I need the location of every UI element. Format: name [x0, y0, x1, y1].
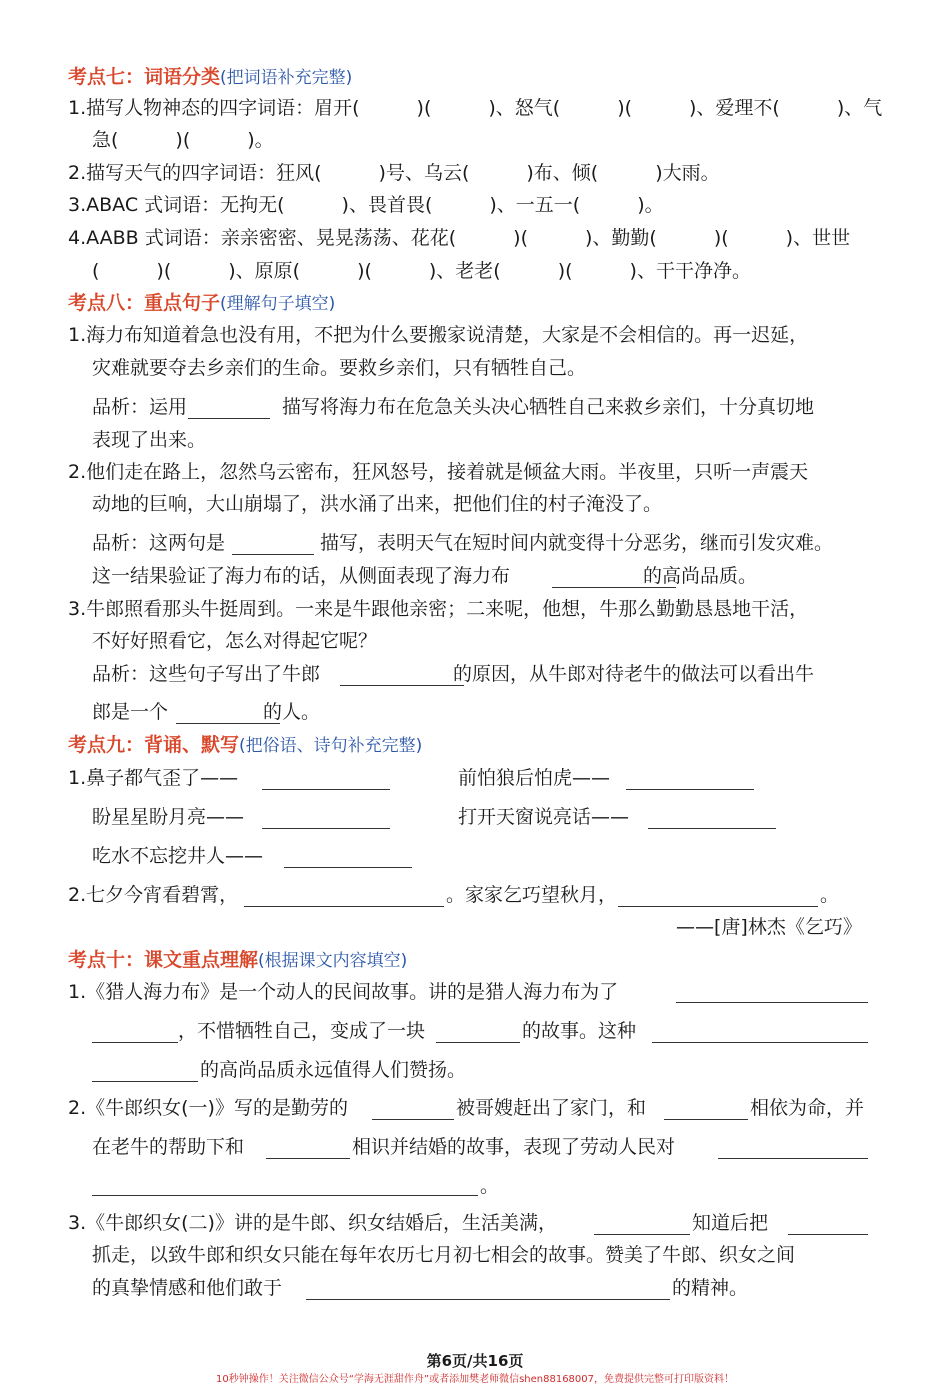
- s8-analysis-2: 品析：这两句是 描写，表明天气在短时间内就变得十分恶劣，继而引发灾难。: [92, 532, 834, 554]
- s10-blank-6[interactable]: [372, 1119, 454, 1120]
- s9-blank-5[interactable]: [284, 867, 412, 868]
- s7-line-1: 1.描写人物神态的四字词语：眉开( )( )、怒气( )( )、爱理不( )、气: [68, 97, 883, 119]
- s8-analysis-3: 品析：这些句子写出了牛郎 的原因，从牛郎对待老牛的做法可以看出牛: [92, 663, 815, 685]
- s10-line-9b: 的精神。: [672, 1277, 749, 1299]
- s10-blank-4[interactable]: [652, 1042, 868, 1043]
- s10-line-4b: 被哥嫂赶出了家门，和: [456, 1097, 647, 1119]
- s10-blank-9[interactable]: [718, 1158, 868, 1159]
- s10-line-7a: 3.《牛郎织女(二)》讲的是牛郎、织女结婚后，生活美满，: [68, 1212, 557, 1234]
- s10-line-3: 的高尚品质永远值得人们赞扬。: [200, 1059, 467, 1081]
- s9-poem-end: 。: [820, 884, 840, 906]
- s8-blank-4[interactable]: [340, 685, 464, 686]
- s8-blank-1[interactable]: [188, 418, 270, 419]
- s8-blank-3[interactable]: [552, 587, 676, 588]
- s10-line-4a: 2.《牛郎织女(一)》写的是勤劳的: [68, 1097, 348, 1119]
- s10-blank-11[interactable]: [594, 1234, 690, 1235]
- s10-blank-8[interactable]: [266, 1158, 350, 1159]
- s7-line-4: 3.ABAC 式词语：无拘无( )、畏首畏( )、一五一( )。: [68, 194, 664, 216]
- s10-line-4c: 相依为命，并: [750, 1097, 865, 1119]
- s9-blank-3[interactable]: [262, 828, 390, 829]
- s8-line-1: 1.海力布知道着急也没有用，不把为什么要搬家说清楚，大家是不会相信的。再一迟延，: [68, 324, 809, 346]
- s9-blank-7[interactable]: [618, 906, 818, 907]
- s10-line-2b: 的故事。这种: [522, 1020, 637, 1042]
- section-9-heading: [68, 732, 422, 759]
- s8-line-10: 不好好照看它，怎么对得起它呢？: [92, 630, 378, 652]
- s10-line-9a: 的真挚情感和他们敢于: [92, 1277, 283, 1299]
- s7-line-2: 急( )( )。: [92, 129, 274, 151]
- s7-line-3: 2.描写天气的四字词语：狂风( )号、乌云( )布、倾( )大雨。: [68, 162, 720, 184]
- s7-line-5: 4.AABB 式词语：亲亲密密、晃晃荡荡、花花( )( )、勤勤( )( )、世世: [68, 227, 851, 249]
- section-8-note: (理解句子填空): [220, 294, 336, 314]
- section-7-heading: [68, 64, 352, 91]
- s9-item-3: 盼星星盼月亮——: [92, 806, 245, 828]
- s9-item-5: 吃水不忘挖井人——: [92, 845, 264, 867]
- page-number: 第6页/共16页: [426, 1352, 524, 1370]
- s10-line-1: 1.《猎人海力布》是一个动人的民间故事。讲的是猎人海力布为了: [68, 981, 619, 1003]
- s9-blank-6[interactable]: [244, 906, 444, 907]
- s10-blank-12[interactable]: [788, 1234, 868, 1235]
- s9-blank-4[interactable]: [648, 828, 776, 829]
- promo-notice: 10秒钟操作！关注微信公众号“学海无涯甜作舟”或者添加樊老师微信shen88168007，免费提供完整可打印版资料！: [215, 1374, 735, 1385]
- section-7-title: 考点七：词语分类: [68, 66, 221, 88]
- s10-blank-1[interactable]: [676, 1002, 868, 1003]
- s10-line-2a: ，不惜牺牲自己，变成了一块: [178, 1020, 426, 1042]
- s8-line-6: 动地的巨响，大山崩塌了，洪水涌了出来，把他们住的村子淹没了。: [92, 493, 663, 515]
- s10-blank-5[interactable]: [92, 1081, 198, 1082]
- section-10-note: (根据课文内容填空): [258, 951, 408, 971]
- s8-blank-5[interactable]: [176, 723, 280, 724]
- s8-line-12: 郎是一个 的人。: [92, 701, 321, 723]
- s9-poem-line-b: 。家家乞巧望秋月，: [446, 884, 618, 906]
- s9-poem-line-a: 2.七夕今宵看碧霄，: [68, 884, 239, 906]
- section-10-title: 考点十：课文重点理解: [68, 949, 259, 971]
- s10-blank-13[interactable]: [306, 1299, 670, 1300]
- section-9-note: (把俗语、诗句补充完整): [239, 736, 423, 756]
- s10-line-5b: 相识并结婚的故事，表现了劳动人民对: [352, 1136, 676, 1158]
- s8-line-4: 表现了出来。: [92, 429, 207, 451]
- section-10-heading: [68, 947, 407, 974]
- s8-analysis-1: 品析：运用 描写将海力布在危急关头决心牺牲自己来救乡亲们，十分真切地: [92, 396, 815, 418]
- s8-line-8: 这一结果验证了海力布的话，从侧面表现了海力布 的高尚品质。: [92, 565, 758, 587]
- s10-line-7b: 知道后把: [692, 1212, 769, 1234]
- s10-line-6: 。: [480, 1175, 500, 1197]
- s8-line-5: 2.他们走在路上，忽然乌云密布，狂风怒号，接着就是倾盆大雨。半夜里，只听一声震天: [68, 461, 809, 483]
- s10-line-8: 抓走，以致牛郎和织女只能在每年农历七月初七相会的故事。赞美了牛郎、织女之间: [92, 1244, 796, 1266]
- s10-blank-3[interactable]: [436, 1042, 520, 1043]
- section-8-title: 考点八：重点句子: [68, 292, 221, 314]
- s10-blank-10[interactable]: [92, 1195, 478, 1196]
- s7-line-6: ( )( )、原原( )( )、老老( )( )、干干净净。: [92, 260, 751, 282]
- section-9-title: 考点九：背诵、默写: [68, 734, 240, 756]
- s8-line-2: 灾难就要夺去乡亲们的生命。要救乡亲们，只有牺牲自己。: [92, 357, 587, 379]
- s9-blank-1[interactable]: [262, 789, 390, 790]
- s10-blank-2[interactable]: [92, 1042, 178, 1043]
- s9-poem-source: ——[唐]林杰《乞巧》: [676, 916, 862, 938]
- s9-item-1: 1.鼻子都气歪了——: [68, 767, 239, 789]
- section-8-heading: [68, 290, 335, 317]
- s8-blank-2[interactable]: [232, 554, 314, 555]
- s8-line-9: 3.牛郎照看那头牛挺周到。一来是牛跟他亲密；二来呢，他想，牛那么勤勤恳恳地干活，: [68, 598, 809, 620]
- s9-item-4: 打开天窗说亮话——: [458, 806, 630, 828]
- s9-item-2: 前怕狼后怕虎——: [458, 767, 611, 789]
- s10-line-5a: 在老牛的帮助下和: [92, 1136, 245, 1158]
- section-7-note: (把词语补充完整): [220, 68, 353, 88]
- s9-blank-2[interactable]: [626, 789, 754, 790]
- s10-blank-7[interactable]: [664, 1119, 748, 1120]
